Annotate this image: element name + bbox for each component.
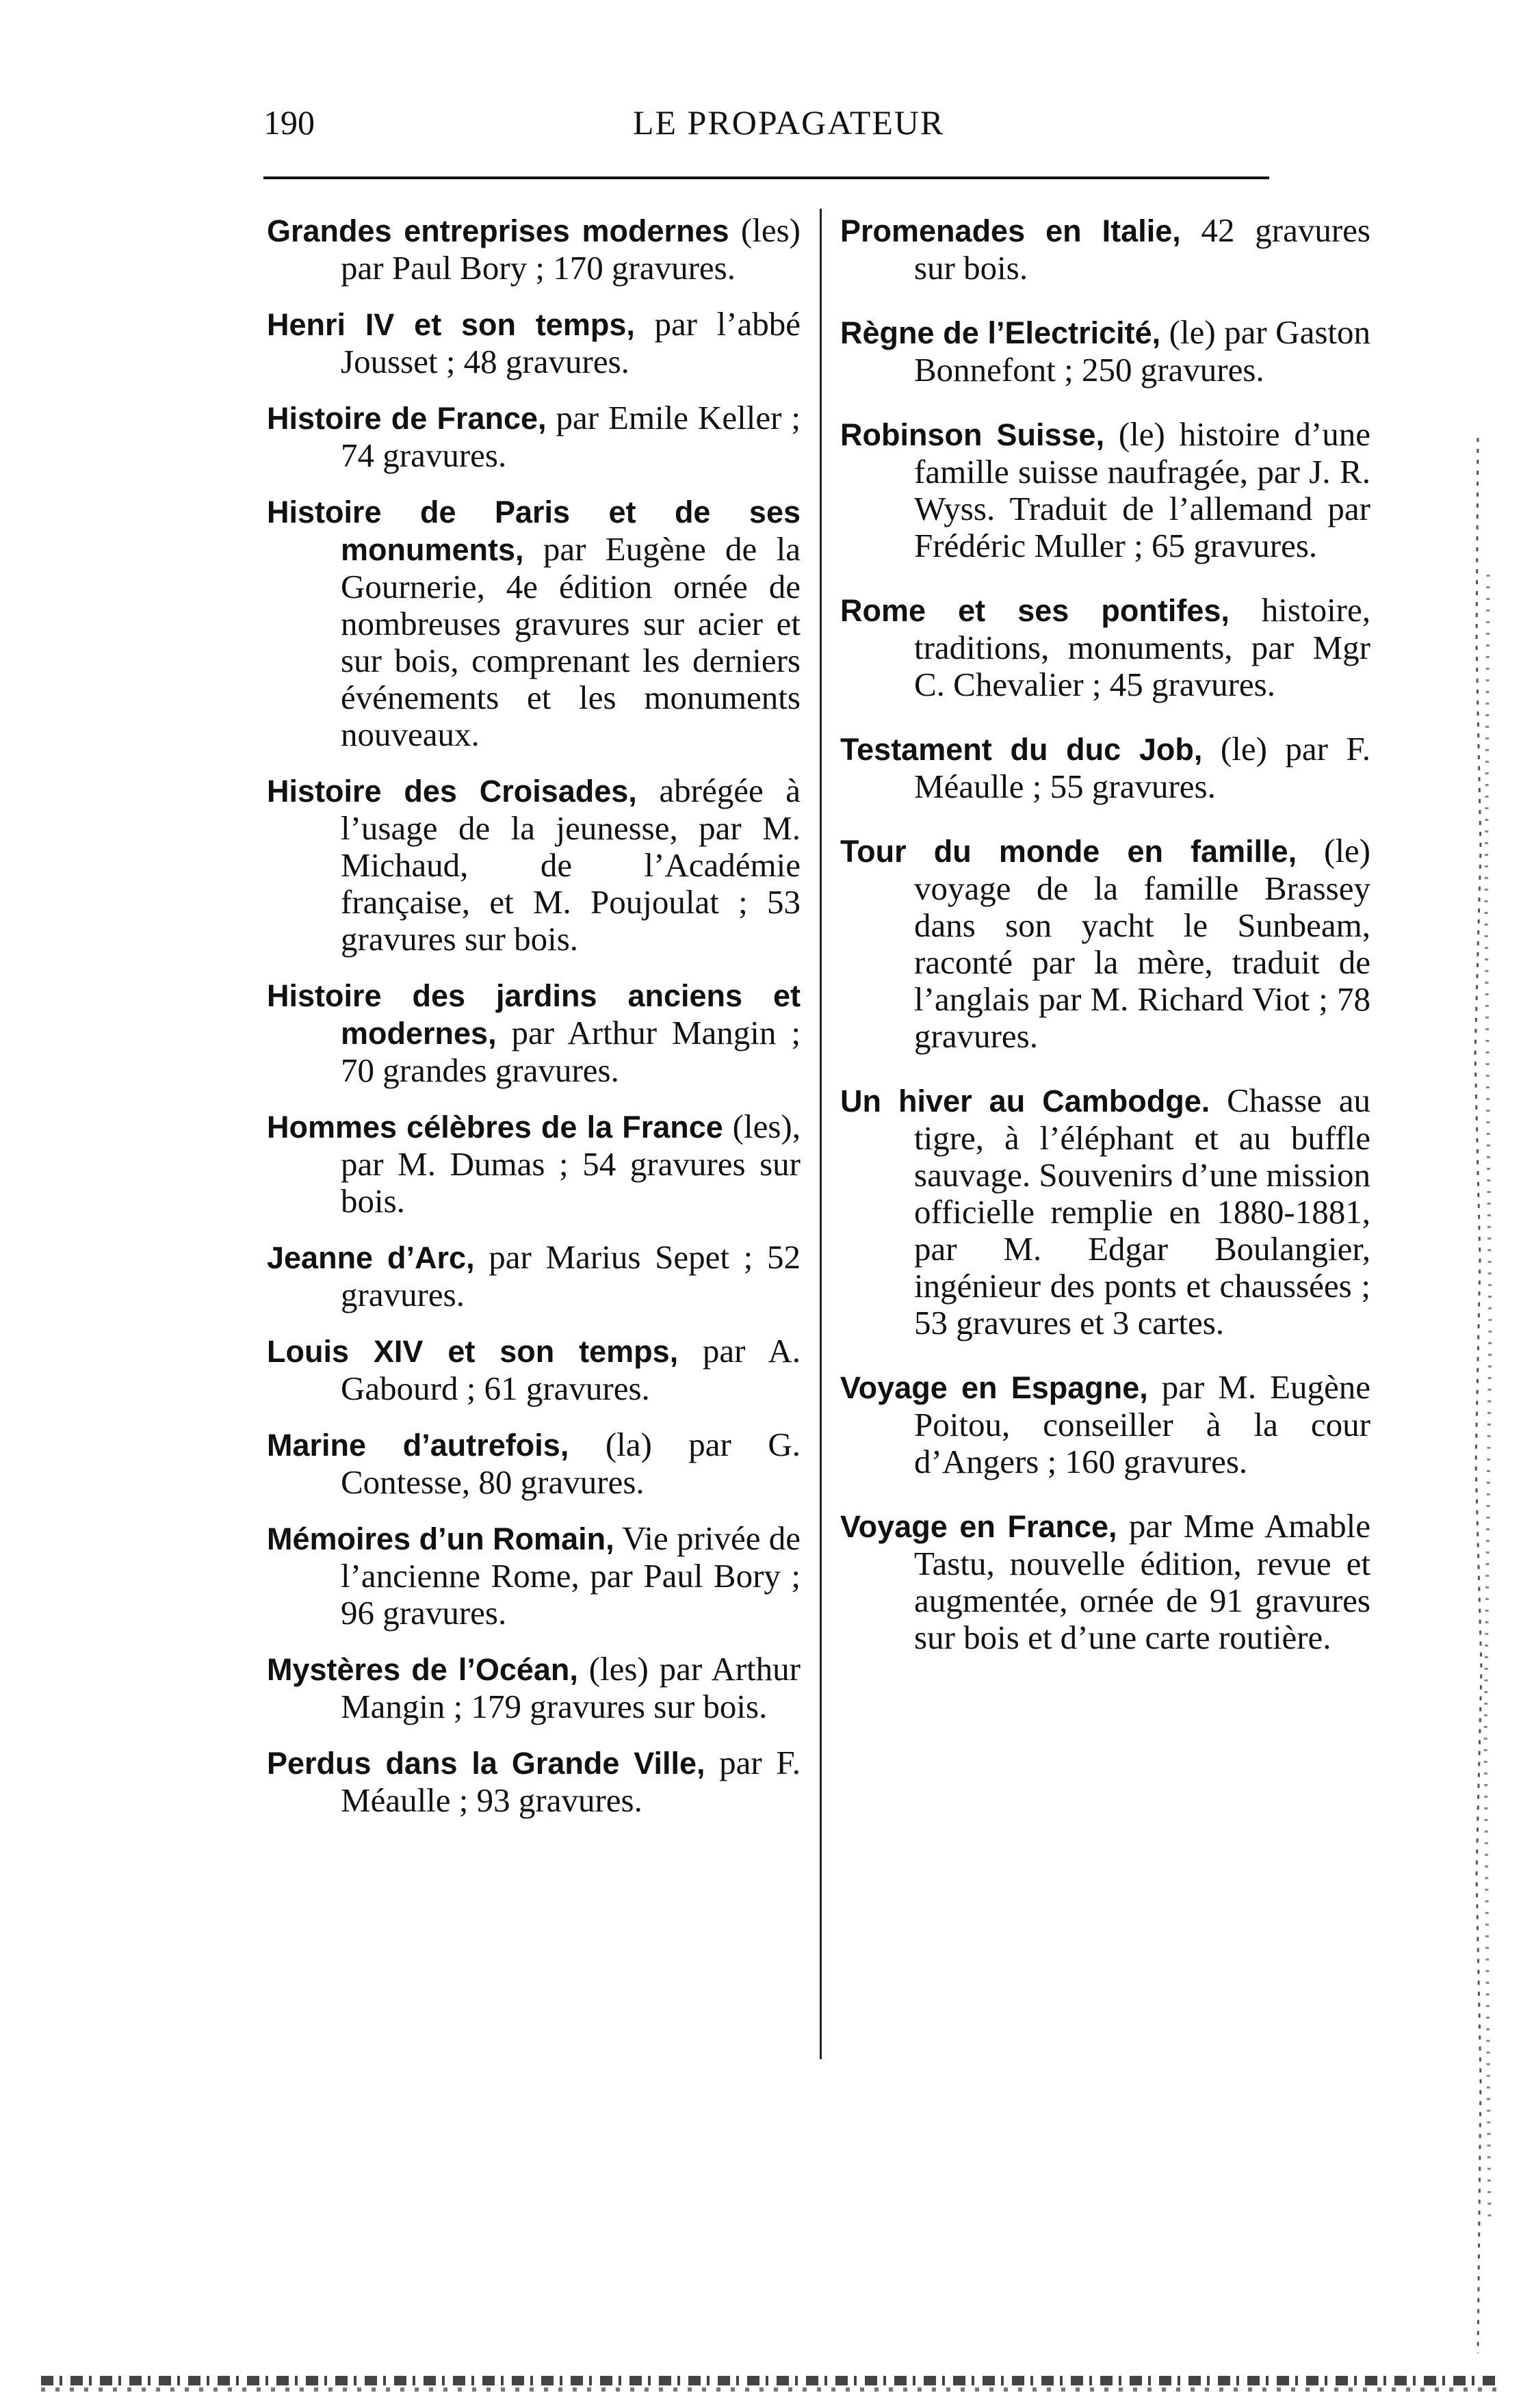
entry-title: Robinson Suisse, (840, 417, 1105, 452)
entry-title: Voyage en France, (840, 1509, 1117, 1544)
catalog-entry (267, 1426, 801, 1501)
catalog-entry (267, 400, 801, 474)
entry-text: (le) voyage de la famille Brassey dans son yacht le Sunbeam, raconté par la mère, traduit de l’anglais par M. Richard Viot ; 78 gravures. (914, 832, 1370, 1055)
entry-title: Histoire de France, (267, 401, 547, 436)
entry-title: Louis XIV et son temps, (267, 1334, 679, 1369)
page-number: 190 (263, 103, 315, 142)
catalog-entry (267, 212, 801, 287)
catalog-entry (840, 592, 1370, 703)
entry-title: Testament du duc Job, (840, 732, 1203, 767)
entry-text: par Mme Amable Tastu, nouvelle édition, revue et augmentée, ornée de 91 gravures sur bois et d’une carte routière. (914, 1507, 1370, 1656)
catalog-entry (267, 772, 801, 958)
entry-text: par M. Eugène Poitou, conseiller à la cour d’Angers ; 160 gravures. (914, 1368, 1370, 1480)
entry-text: par l’abbé Jousset ; 48 gravures. (341, 305, 801, 380)
catalog-entry (267, 977, 801, 1089)
catalog-entry (840, 1508, 1370, 1656)
entry-title: Rome et ses pontifes, (840, 593, 1230, 628)
entry-text: par Eugène de la Gournerie, 4e édition ornée de nombreuses gravures sur acier et sur bois, comprenant les derniers événements et les monuments nouveaux. (341, 530, 801, 753)
entry-text: (le) par F. Méaulle ; 55 gravures. (914, 730, 1371, 805)
entry-text: (les) par Paul Bory ; 170 gravures. (341, 211, 801, 287)
catalog-entry (840, 212, 1370, 287)
catalog-entry (267, 1520, 801, 1632)
entry-title: Histoire des jardins anciens et modernes, (267, 978, 801, 1051)
entry-title: Histoire des Croisades, (267, 774, 637, 809)
right-column (840, 212, 1370, 1656)
catalog-entry (840, 833, 1370, 1055)
header-rule (263, 176, 1269, 179)
catalog-entry (267, 1333, 801, 1407)
catalog-entry (840, 1369, 1370, 1480)
entry-title: Henri IV et son temps, (267, 307, 635, 342)
catalog-entry (840, 314, 1370, 389)
entry-text: par A. Gabourd ; 61 gravures. (341, 1332, 801, 1407)
entry-title: Promenades en Italie, (840, 213, 1181, 248)
running-title: LE PROPAGATEUR (633, 103, 945, 142)
entry-title: Mystères de l’Océan, (267, 1652, 578, 1687)
scan-noise-bottom (41, 2364, 1498, 2398)
entry-title: Mémoires d’un Romain, (267, 1521, 614, 1556)
entry-text: par Emile Keller ; 74 gravures. (341, 399, 801, 474)
catalog-entry (267, 1239, 801, 1313)
catalog-entry (267, 1651, 801, 1725)
entry-title: Un hiver au Cambodge. (840, 1084, 1210, 1118)
entry-text: par Arthur Mangin ; 70 grandes gravures. (341, 1014, 801, 1089)
entry-text: (les), par M. Dumas ; 54 gravures sur bois. (341, 1108, 801, 1220)
entry-text: histoire, traditions, monuments, par Mgr C. Chevalier ; 45 gravures. (914, 591, 1370, 703)
entry-title: Grandes entreprises modernes (267, 213, 729, 248)
entry-text: par Marius Sepet ; 52 gravures. (341, 1238, 801, 1313)
entry-title: Histoire de Paris et de ses monuments, (267, 495, 801, 567)
entry-title: Tour du monde en famille, (840, 834, 1297, 869)
entry-title: Jeanne d’Arc, (267, 1240, 475, 1275)
entry-text: Vie privée de l’ancienne Rome, par Paul Bory ; 96 gravures. (341, 1519, 801, 1632)
entry-title: Hommes célèbres de la France (267, 1110, 723, 1144)
page-header (263, 96, 1269, 157)
entry-text: abrégée à l’usage de la jeunesse, par M. Michaud, de l’Académie française, et M. Poujoulat ; 53 gravures sur bois. (341, 772, 801, 958)
entry-text: (les) par Arthur Mangin ; 179 gravures sur bois. (341, 1650, 801, 1725)
entry-text: Chasse au tigre, à l’éléphant et au buffle sauvage. Souvenirs d’une mission officielle remplie en 1880-1881, par M. Edgar Boulangier, ingénieur des ponts et chaussées ; 53 gravures et 3 cartes. (914, 1082, 1370, 1342)
entry-text: (le) histoire d’une famille suisse naufragée, par J. R. Wyss. Traduit de l’allemand par Frédéric Muller ; 65 gravures. (914, 415, 1370, 564)
catalog-entry (267, 306, 801, 380)
entry-title: Voyage en Espagne, (840, 1370, 1148, 1405)
catalog-entry (267, 493, 801, 753)
catalog-entry (840, 1082, 1370, 1342)
entry-text: 42 gravures sur bois. (914, 211, 1370, 287)
entry-title: Règne de l’Electricité, (840, 315, 1161, 350)
catalog-entry (840, 731, 1370, 805)
left-column (267, 212, 801, 1819)
catalog-entry (267, 1744, 801, 1819)
entry-title: Marine d’autrefois, (267, 1428, 569, 1463)
entry-text: (la) par G. Contesse, 80 gravures. (341, 1426, 801, 1501)
catalog-entry (267, 1108, 801, 1220)
entry-text: (le) par Gaston Bonnefont ; 250 gravures. (914, 313, 1370, 389)
entry-text: par F. Méaulle ; 93 gravures. (341, 1744, 801, 1819)
scan-noise-edge (1457, 438, 1498, 2353)
column-divider (820, 209, 822, 2059)
catalog-entry (840, 416, 1370, 564)
entry-title: Perdus dans la Grande Ville, (267, 1746, 705, 1781)
